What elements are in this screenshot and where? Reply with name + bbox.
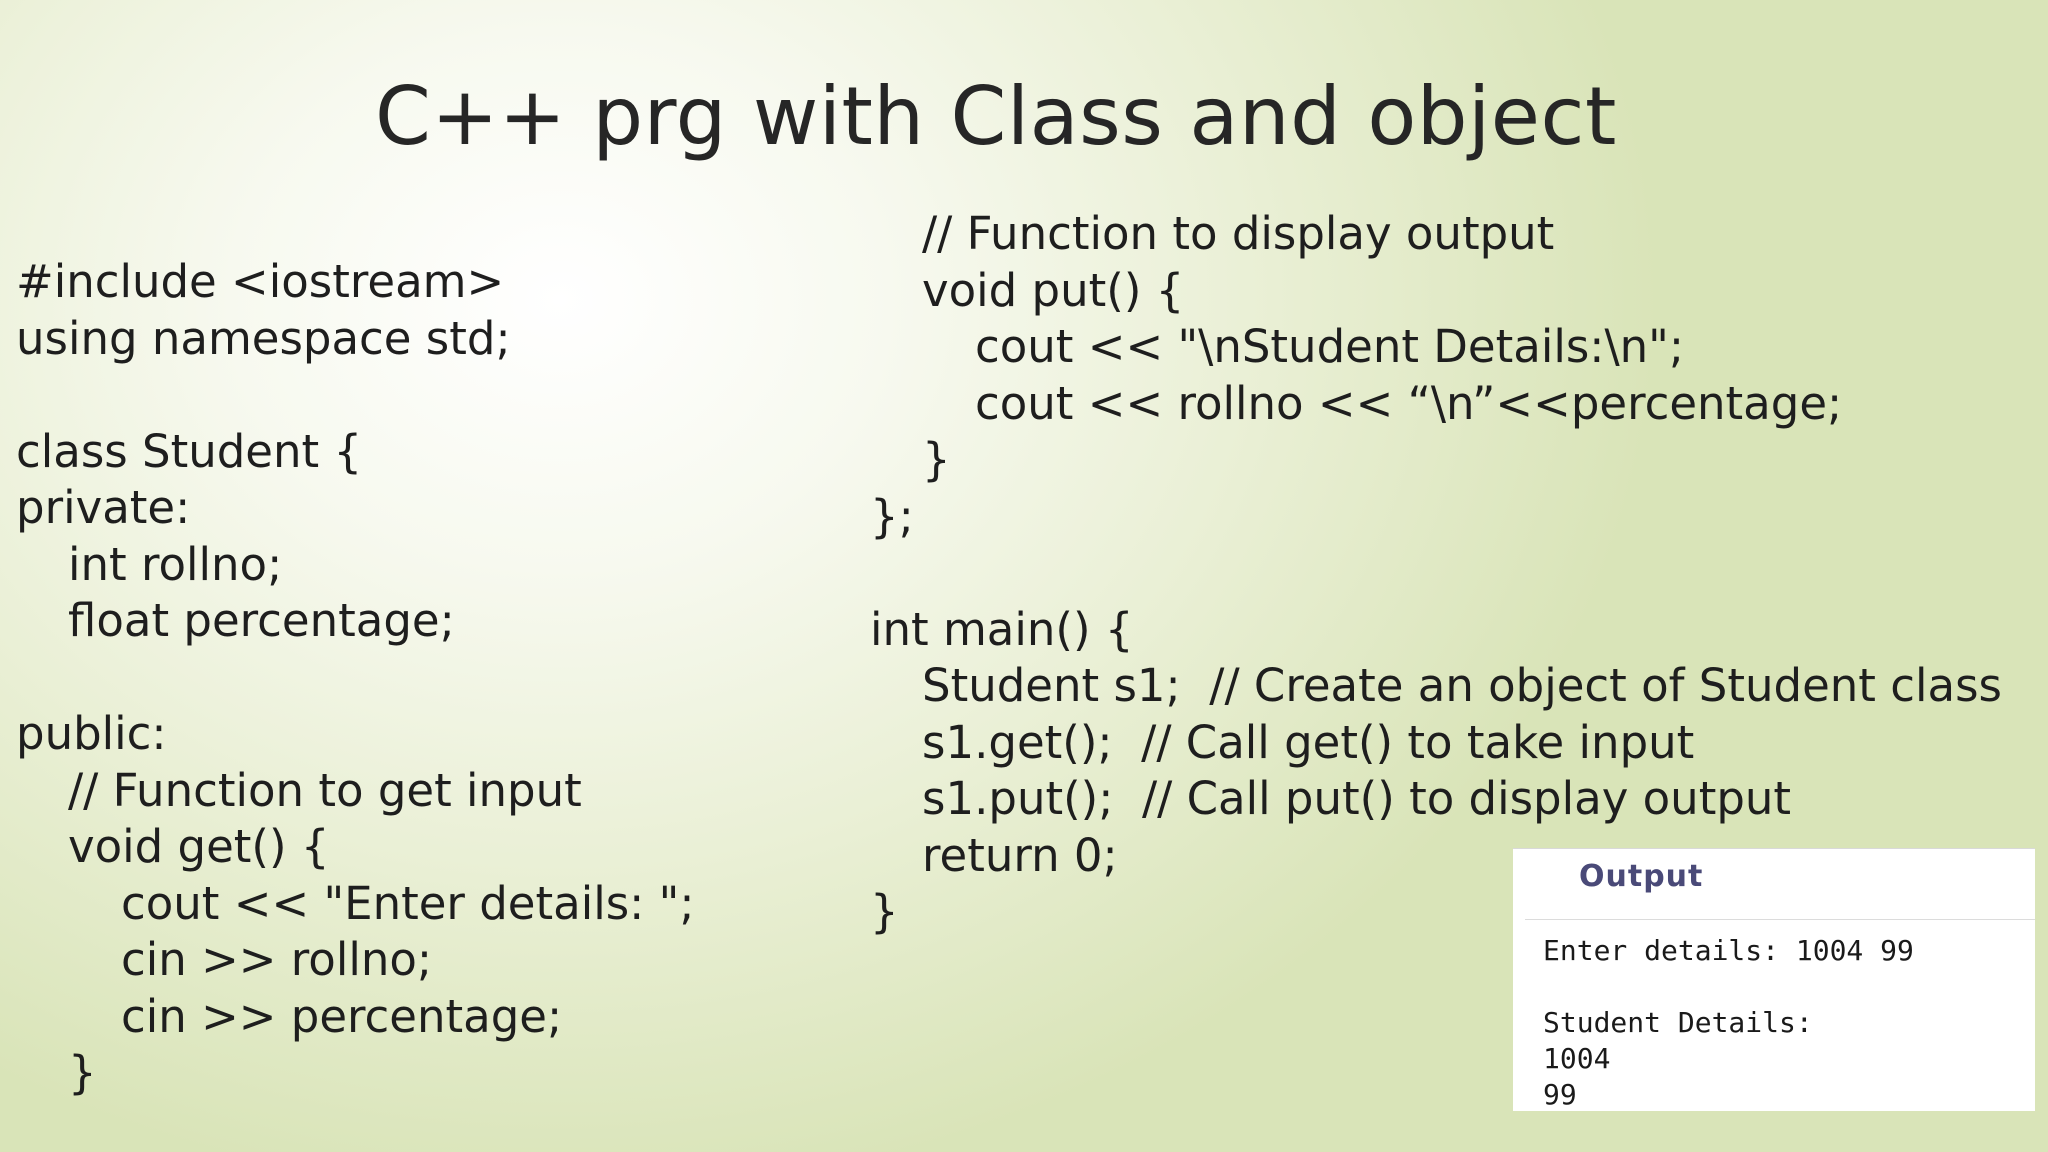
code-line: int main() {	[870, 602, 1134, 656]
output-header: Output	[1579, 859, 1704, 894]
code-line: #include <iostream>	[16, 255, 505, 308]
output-panel	[1513, 848, 2035, 1111]
code-line: Student s1; // Create an object of Student class	[922, 659, 2002, 712]
code-line: cout << "Enter details: ";	[121, 876, 695, 930]
code-line: };	[870, 489, 914, 543]
code-line: }	[68, 1046, 97, 1099]
code-line	[16, 367, 695, 424]
output-line: Enter details: 1004 99	[1543, 934, 1914, 967]
code-line: public:	[16, 707, 167, 760]
output-line	[1543, 969, 1914, 1005]
output-line: 1004	[1543, 1042, 1611, 1075]
code-block-left	[16, 254, 695, 1102]
code-line	[870, 545, 2002, 602]
code-line: void put() {	[922, 263, 1185, 317]
code-line: int rollno;	[68, 537, 283, 591]
code-line: s1.get(); // Call get() to take input	[922, 715, 1695, 769]
output-divider	[1525, 919, 2035, 920]
output-line: Student Details:	[1543, 1006, 1813, 1039]
code-line: cin >> percentage;	[121, 989, 563, 1043]
code-line: // Function to get input	[68, 763, 582, 817]
slide-title: C++ prg with Class and object	[375, 70, 1617, 163]
code-block-right	[870, 206, 2002, 941]
output-line: 99	[1543, 1078, 1577, 1111]
code-line: class Student {	[16, 424, 363, 478]
code-line: float percentage;	[68, 594, 455, 647]
output-lines	[1543, 933, 1914, 1113]
code-line: void get() {	[68, 820, 330, 873]
code-line: // Function to display output	[922, 207, 1555, 260]
code-line: cout << rollno << “\n”<<percentage;	[975, 376, 1843, 430]
code-line: cin >> rollno;	[121, 933, 433, 986]
code-line: cout << "\nStudent Details:\n";	[975, 320, 1684, 373]
code-line: return 0;	[922, 828, 1118, 882]
code-line: using namespace std;	[16, 311, 511, 365]
code-line	[16, 650, 695, 707]
code-line: private:	[16, 481, 191, 534]
code-line: s1.put(); // Call put() to display output	[922, 772, 1792, 825]
code-line: }	[922, 433, 951, 486]
code-line: }	[870, 885, 899, 938]
